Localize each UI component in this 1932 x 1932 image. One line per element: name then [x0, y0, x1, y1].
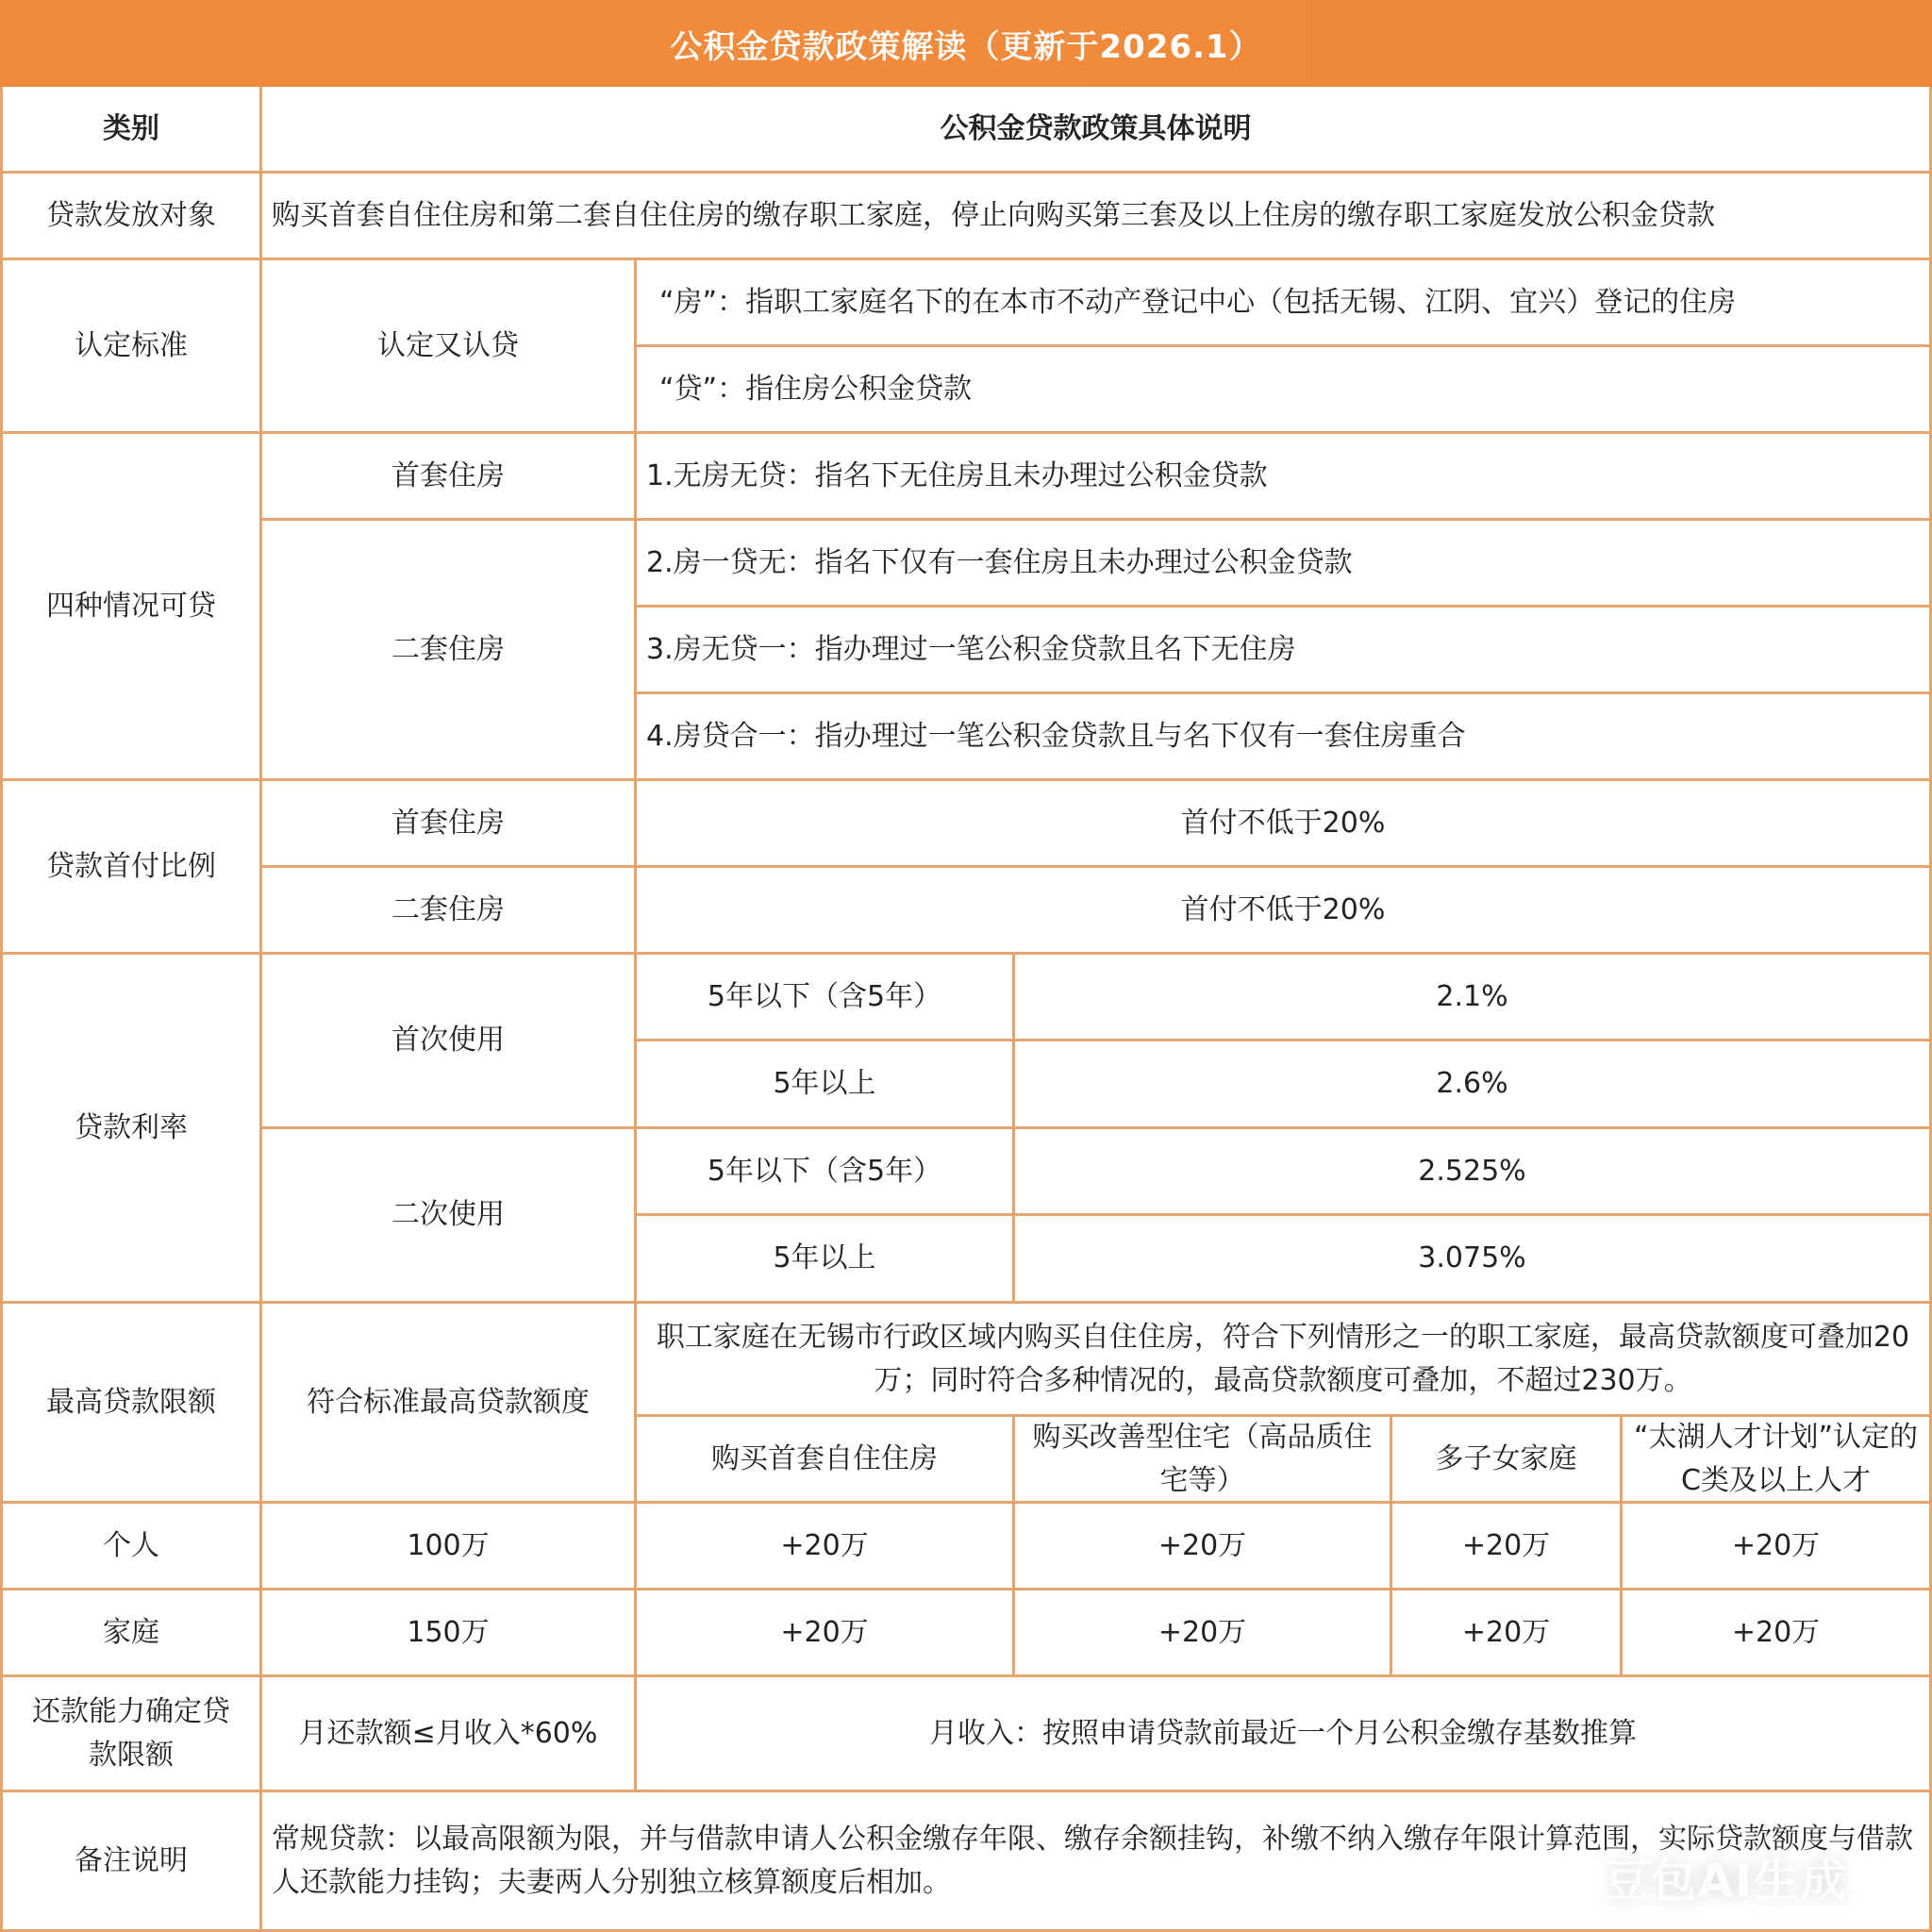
max-loan-add: +20万: [637, 1591, 1015, 1677]
criteria-house: “房”：指职工家庭名下的在本市不动产登记中心（包括无锡、江阴、宜兴）登记的住房: [637, 260, 1932, 347]
max-loan-desc: 职工家庭在无锡市行政区域内购买自住住房，符合下列情形之一的职工家庭，最高贷款额度可叠加20万；同时符合多种情况的，最高贷款额度可叠加，不超过230万。: [637, 1304, 1932, 1417]
case-item: 3.房无贷一：指办理过一笔公积金贷款且名下无住房: [637, 608, 1932, 694]
page-title: 公积金贷款政策解读（更新于2026.1）: [0, 0, 1932, 87]
down-payment-value: 首付不低于20%: [637, 781, 1932, 868]
header-description: 公积金贷款政策具体说明: [262, 87, 1932, 174]
interest-term: 5年以上: [637, 1041, 1015, 1129]
max-loan-add: +20万: [1015, 1504, 1392, 1591]
interest-rate: 2.6%: [1015, 1041, 1932, 1129]
max-loan-col: 购买首套自住住房: [637, 1417, 1015, 1504]
down-payment-type: 首套住房: [262, 781, 637, 868]
down-payment-type: 二套住房: [262, 868, 637, 955]
target-text: 购买首套自住住房和第二套自住住房的缴存职工家庭，停止向购买第三套及以上住房的缴存职工家庭发放公积金贷款: [262, 174, 1932, 260]
max-loan-col: 购买改善型住宅（高品质住宅等）: [1015, 1417, 1392, 1504]
interest-label: 贷款利率: [0, 955, 262, 1304]
max-loan-add: +20万: [1623, 1504, 1932, 1591]
repay-label: 还款能力确定贷款限额: [0, 1677, 262, 1792]
max-loan-add: +20万: [1015, 1591, 1392, 1677]
repay-formula: 月还款额≤月收入*60%: [262, 1677, 637, 1792]
interest-rate: 3.075%: [1015, 1216, 1932, 1304]
max-loan-add: +20万: [1392, 1504, 1623, 1591]
case-item: 2.房一贷无：指名下仅有一套住房且未办理过公积金贷款: [637, 521, 1932, 608]
max-loan-base: 150万: [262, 1591, 637, 1677]
interest-rate: 2.525%: [1015, 1129, 1932, 1216]
four-cases-second-home: 二套住房: [262, 521, 637, 781]
case-item: 1.无房无贷：指名下无住房且未办理过公积金贷款: [637, 434, 1932, 521]
four-cases-first-home: 首套住房: [262, 434, 637, 521]
down-payment-value: 首付不低于20%: [637, 868, 1932, 955]
criteria-loan: “贷”：指住房公积金贷款: [637, 347, 1932, 434]
remarks-text: 常规贷款：以最高限额为限，并与借款申请人公积金缴存年限、缴存余额挂钩，补缴不纳入缴存年限计算范围，实际贷款额度与借款人还款能力挂钩；夫妻两人分别独立核算额度后相加。: [262, 1792, 1932, 1932]
max-loan-sub: 符合标准最高贷款额度: [262, 1304, 637, 1504]
max-loan-label: 最高贷款限额: [0, 1304, 262, 1504]
max-loan-base: 100万: [262, 1504, 637, 1591]
max-loan-col: “太湖人才计划”认定的C类及以上人才: [1623, 1417, 1932, 1504]
max-loan-who: 个人: [0, 1504, 262, 1591]
repay-note: 月收入：按照申请贷款前最近一个月公积金缴存基数推算: [637, 1677, 1932, 1792]
interest-term: 5年以上: [637, 1216, 1015, 1304]
criteria-label: 认定标准: [0, 260, 262, 434]
max-loan-who: 家庭: [0, 1591, 262, 1677]
interest-use: 首次使用: [262, 955, 637, 1129]
interest-term: 5年以下（含5年）: [637, 955, 1015, 1041]
interest-term: 5年以下（含5年）: [637, 1129, 1015, 1216]
max-loan-add: +20万: [1623, 1591, 1932, 1677]
criteria-sub: 认定又认贷: [262, 260, 637, 434]
down-payment-label: 贷款首付比例: [0, 781, 262, 955]
four-cases-label: 四种情况可贷: [0, 434, 262, 781]
max-loan-col: 多子女家庭: [1392, 1417, 1623, 1504]
max-loan-add: +20万: [1392, 1591, 1623, 1677]
interest-use: 二次使用: [262, 1129, 637, 1304]
target-label: 贷款发放对象: [0, 174, 262, 260]
interest-rate: 2.1%: [1015, 955, 1932, 1041]
max-loan-add: +20万: [637, 1504, 1015, 1591]
watermark: 豆包AI生成: [1604, 1855, 1849, 1907]
remarks-label: 备注说明: [0, 1792, 262, 1932]
case-item: 4.房贷合一：指办理过一笔公积金贷款且与名下仅有一套住房重合: [637, 694, 1932, 781]
header-category: 类别: [0, 87, 262, 174]
policy-table: [0, 87, 1932, 1932]
